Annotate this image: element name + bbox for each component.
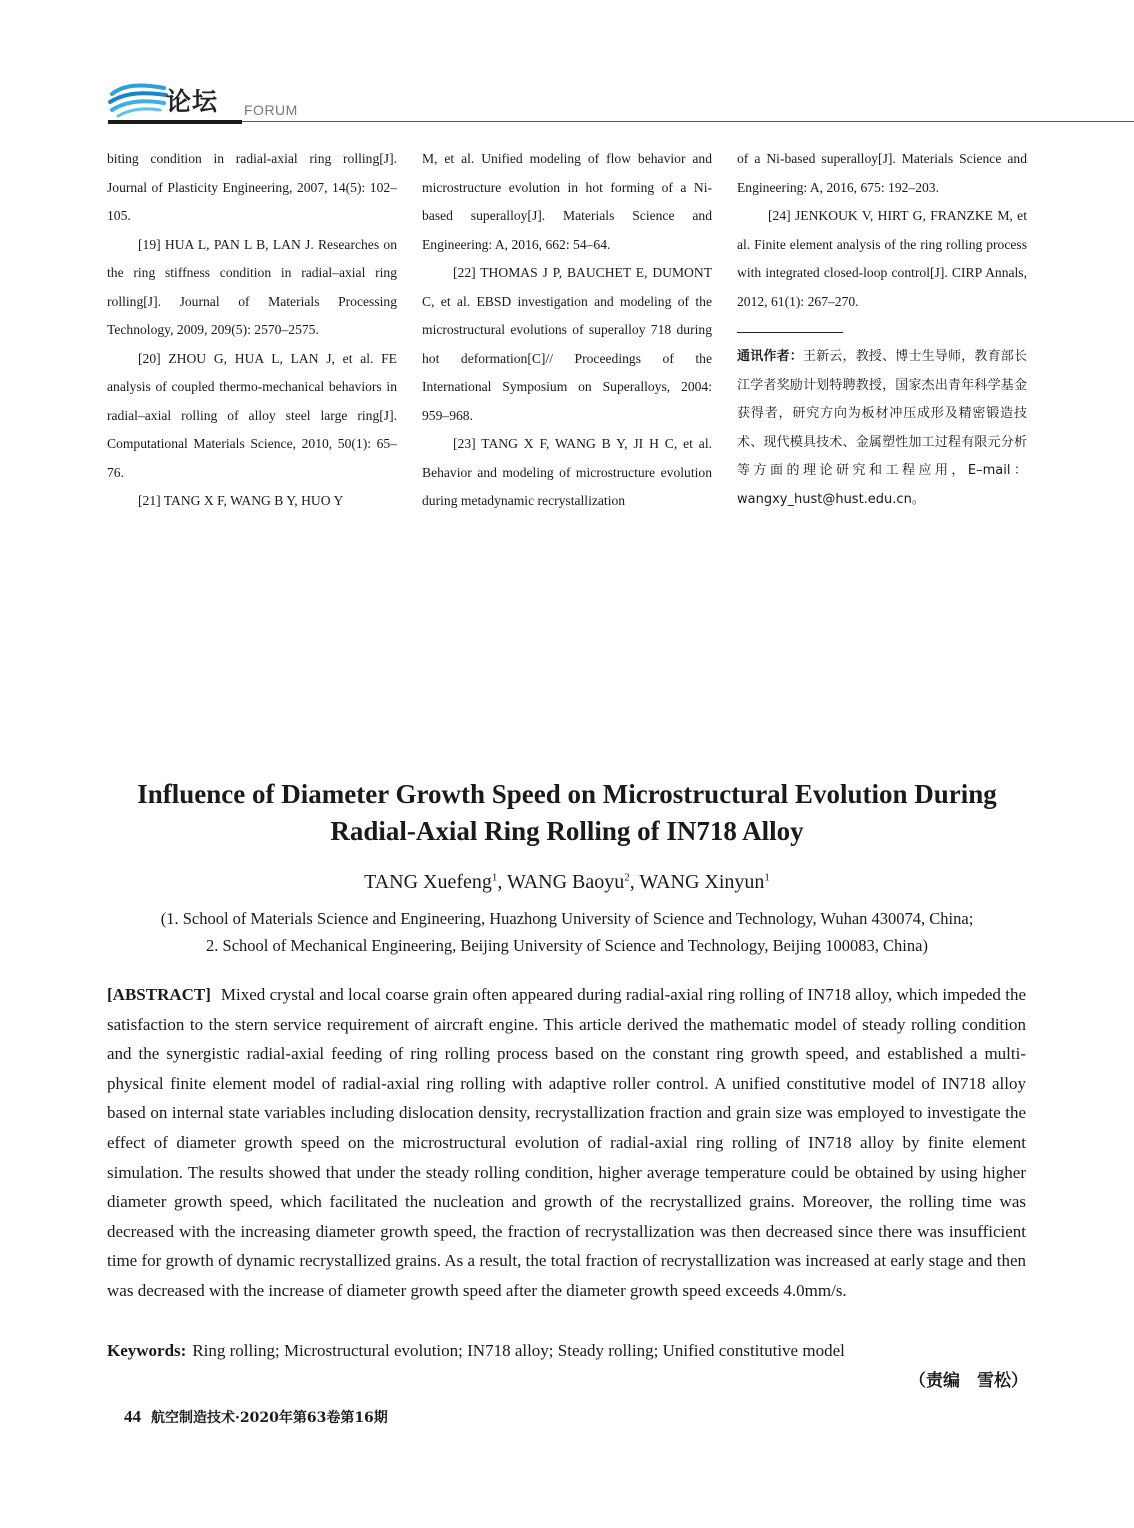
author-affil-mark: 1 <box>764 871 770 884</box>
reference-entry: [20] ZHOU G, HUA L, LAN J, et al. FE analysis of coupled thermo-mechanical behaviors in radial–axial rolling of alloy steel large ring[J]. Computational Materials Science, 2010, 50(1): 65–76. <box>107 350 397 480</box>
keywords-label: Keywords: <box>107 1341 187 1360</box>
reference-entry: [24] JENKOUK V, HIRT G, FRANZKE M, et al. Finite element analysis of the ring rolling process with integrated closed-loop control[J]. CIRP Annals, 2012, 61(1): 267–270. <box>737 208 1027 309</box>
reference-entry: [21] TANG X F, WANG B Y, HUO Y <box>138 493 344 508</box>
author-separator: , <box>497 871 508 893</box>
title-line: Radial-Axial Ring Rolling of IN718 Alloy <box>330 816 804 846</box>
paper-title <box>60 776 1074 850</box>
footnote-rule <box>737 332 843 333</box>
reference-column-1 <box>107 145 397 516</box>
affiliation-line: 2. School of Mechanical Engineering, Beijing University of Science and Technology, Beijing 100083, China) <box>206 936 928 955</box>
keywords-text: Ring rolling; Microstructural evolution; IN718 alloy; Steady rolling; Unified constitutive model <box>192 1341 845 1360</box>
abstract <box>107 980 1026 1306</box>
reference-entry: of a Ni-based superalloy[J]. Materials Science and Engineering: A, 2016, 675: 192–203. <box>737 151 1027 195</box>
reference-entry: [23] TANG X F, WANG B Y, JI H C, et al. Behavior and modeling of microstructure evolution during metadynamic recrystallization <box>422 436 712 508</box>
author-name: WANG Xinyun <box>639 871 765 893</box>
corresponding-author-text: 王新云，教授、博士生导师，教育部长江学者奖励计划特聘教授，国家杰出青年科学基金获得者，研究方向为板材冲压成形及精密锻造技术、现代模具技术、金属塑性加工过程有限元分析等方面的理论研究和工程应用，E–mail：wangxy_hust@hust.edu.cn。 <box>737 349 1027 507</box>
reference-entry: [19] HUA L, PAN L B, LAN J. Researches on the ring stiffness condition in radial–axial ring rolling[J]. Journal of Materials Processing Technology, 2009, 209(5): 2570–2575. <box>107 236 397 337</box>
affiliation-line: (1. School of Materials Science and Engineering, Huazhong University of Science and Technology, Wuhan 430074, China; <box>160 909 974 928</box>
header-rule-thin <box>242 121 1134 122</box>
reference-entry: [22] THOMAS J P, BAUCHET E, DUMONT C, et al. EBSD investigation and modeling of the microstructural evolutions of superalloy 718 during hot deformation[C]// Proceedings of the International Symposium on Superalloys, 2004: 959–968. <box>422 265 712 423</box>
abstract-text: Mixed crystal and local coarse grain often appeared during radial-axial ring rolling of IN718 alloy, which impeded the satisfaction to the stern service requirement of aircraft engine. This article derived the mathematic model of steady rolling condition and the synergistic radial-axial feeding of ring rolling process based on the constant ring growth speed, and established a multi-physical finite element model of radial-axial ring rolling with adaptive roller control. A unified constitutive model of IN718 alloy based on internal state variables including dislocation density, recrystallization fraction and grain size was employed to investigate the effect of diameter growth speed on the microstructural evolution of radial-axial ring rolling of IN718 alloy by finite element simulation. The results showed that under the steady rolling condition, higher average temperature could be obtained by using higher diameter growth speed, which facilitated the nucleation and growth of the recrystallized grains. Moreover, the rolling time was decreased with the increasing diameter growth speed, the fraction of recrystallization was then decreased since there was insufficient time for growth of dynamic recrystallized grains. As a result, the total fraction of recrystallization was increased at early stage and then was decreased with the increase of diameter growth speed after the diameter growth speed exceeds 4.0mm/s. <box>107 985 1026 1300</box>
title-line: Influence of Diameter Growth Speed on Microstructural Evolution During <box>137 779 997 809</box>
corresponding-author-note <box>737 343 1027 514</box>
author-affil-mark: 2 <box>624 871 630 884</box>
reference-entry: biting condition in radial-axial ring rolling[J]. Journal of Plasticity Engineering, 2007, 14(5): 102–105. <box>107 151 397 223</box>
author-list <box>60 871 1074 894</box>
keywords <box>107 1336 1026 1365</box>
author-affil-mark: 1 <box>491 871 498 884</box>
abstract-label: [ABSTRACT] <box>107 985 211 1004</box>
author-name: WANG Baoyu <box>507 871 625 893</box>
journal-issue: 航空制造技术·2020年第63卷第16期 <box>151 1410 388 1426</box>
corresponding-author-label: 通讯作者： <box>737 349 803 364</box>
page-header <box>108 78 1134 126</box>
page-number: 44 <box>124 1407 141 1426</box>
reference-column-2 <box>422 145 712 516</box>
page-footer <box>124 1407 388 1427</box>
section-title-cn: 论坛 <box>166 87 219 116</box>
section-title-en: FORUM <box>244 102 298 118</box>
reference-entry: M, et al. Unified modeling of flow behavior and microstructure evolution in hot forming of a Ni-based superalloy[J]. Materials Science and Engineering: A, 2016, 662: 54–64. <box>422 151 712 252</box>
forum-logo-icon <box>108 80 170 118</box>
affiliations <box>60 905 1074 959</box>
header-rule-thick <box>108 120 242 124</box>
reference-column-3 <box>737 145 1027 514</box>
author-separator: , <box>629 871 640 893</box>
editor-note: （责编 雪松） <box>909 1371 1028 1391</box>
author-name: TANG Xuefeng <box>364 871 492 893</box>
